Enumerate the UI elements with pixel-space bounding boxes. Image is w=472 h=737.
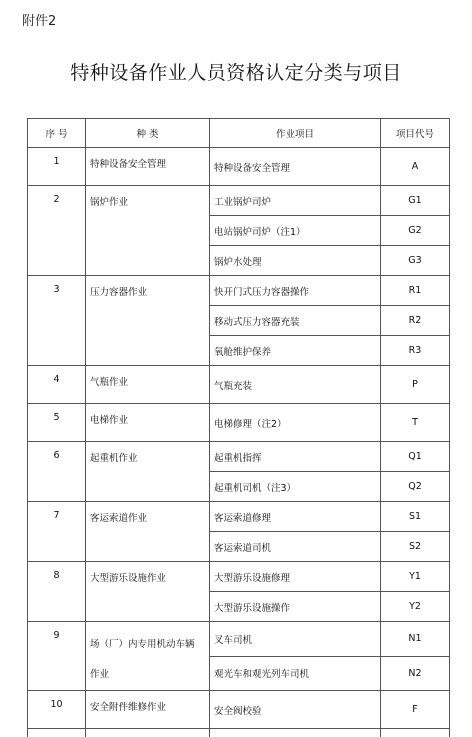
seq-cell: 8	[28, 562, 86, 622]
kind-cell: 电梯作业	[86, 404, 210, 442]
item-cell: 氧舱维护保养	[210, 336, 381, 366]
header-seq: 序 号	[28, 119, 86, 148]
kind-cell: 起重机作业	[86, 442, 210, 502]
seq-cell: 1	[28, 148, 86, 186]
table-row	[28, 622, 450, 657]
item-cell: 快开门式压力容器操作	[210, 276, 381, 306]
kind-cell: 大型游乐设施作业	[86, 562, 210, 622]
empty-cell	[381, 729, 450, 737]
document-title: 特种设备作业人员资格认定分类与项目	[0, 58, 472, 85]
table-row	[28, 502, 450, 532]
code-cell: N1	[381, 622, 450, 657]
qualification-table	[27, 118, 450, 737]
code-cell: N2	[381, 656, 450, 691]
item-cell: 移动式压力容器充装	[210, 306, 381, 336]
table-row	[28, 186, 450, 216]
item-cell: 电站锅炉司炉（注1）	[210, 216, 381, 246]
header-item: 作业项目	[210, 119, 381, 148]
code-cell: S1	[381, 502, 450, 532]
seq-cell: 2	[28, 186, 86, 276]
item-cell: 客运索道修理	[210, 502, 381, 532]
item-cell: 起重机指挥	[210, 442, 381, 472]
item-cell: 安全阀校验	[210, 691, 381, 729]
code-cell: R2	[381, 306, 450, 336]
seq-cell: 10	[28, 691, 86, 729]
seq-cell: 3	[28, 276, 86, 366]
item-cell: 观光车和观光列车司机	[210, 656, 381, 691]
item-cell: 锅炉水处理	[210, 246, 381, 276]
code-cell: G1	[381, 186, 450, 216]
seq-cell: 6	[28, 442, 86, 502]
item-cell: 起重机司机（注3）	[210, 472, 381, 502]
attachment-label: 附件2	[22, 10, 56, 29]
item-cell: 工业锅炉司炉	[210, 186, 381, 216]
code-cell: R3	[381, 336, 450, 366]
kind-cell: 压力容器作业	[86, 276, 210, 366]
table-row	[28, 148, 450, 186]
item-cell: 叉车司机	[210, 622, 381, 657]
kind-cell: 锅炉作业	[86, 186, 210, 276]
code-cell: S2	[381, 532, 450, 562]
kind-cell	[86, 622, 210, 691]
seq-cell: 4	[28, 366, 86, 404]
item-cell: 特种设备安全管理	[210, 148, 381, 186]
kind-line-2: 作业	[90, 660, 205, 690]
kind-cell: 气瓶作业	[86, 366, 210, 404]
item-cell: 气瓶充装	[210, 366, 381, 404]
code-cell: Q1	[381, 442, 450, 472]
seq-cell: 7	[28, 502, 86, 562]
code-cell: G2	[381, 216, 450, 246]
header-kind: 种 类	[86, 119, 210, 148]
table-row	[28, 562, 450, 592]
header-code: 项目代号	[381, 119, 450, 148]
item-cell: 大型游乐设施操作	[210, 592, 381, 622]
kind-line-1: 场（厂）内专用机动车辆	[90, 630, 205, 660]
empty-cell	[210, 729, 381, 737]
code-cell: F	[381, 691, 450, 729]
kind-cell: 特种设备安全管理	[86, 148, 210, 186]
item-cell: 电梯修理（注2）	[210, 404, 381, 442]
table-row	[28, 691, 450, 729]
table-row	[28, 276, 450, 306]
code-cell: R1	[381, 276, 450, 306]
seq-cell: 5	[28, 404, 86, 442]
code-cell: G3	[381, 246, 450, 276]
code-cell: P	[381, 366, 450, 404]
code-cell: Q2	[381, 472, 450, 502]
kind-cell: 客运索道作业	[86, 502, 210, 562]
table-header-row	[28, 119, 450, 148]
table-row-continued	[28, 729, 450, 737]
item-cell: 大型游乐设施修理	[210, 562, 381, 592]
code-cell: Y2	[381, 592, 450, 622]
empty-cell	[28, 729, 86, 737]
code-cell: A	[381, 148, 450, 186]
table-row	[28, 442, 450, 472]
table-row	[28, 404, 450, 442]
item-cell: 客运索道司机	[210, 532, 381, 562]
empty-cell	[86, 729, 210, 737]
code-cell: T	[381, 404, 450, 442]
table-row	[28, 366, 450, 404]
code-cell: Y1	[381, 562, 450, 592]
seq-cell: 9	[28, 622, 86, 691]
kind-cell: 安全附件维修作业	[86, 691, 210, 729]
